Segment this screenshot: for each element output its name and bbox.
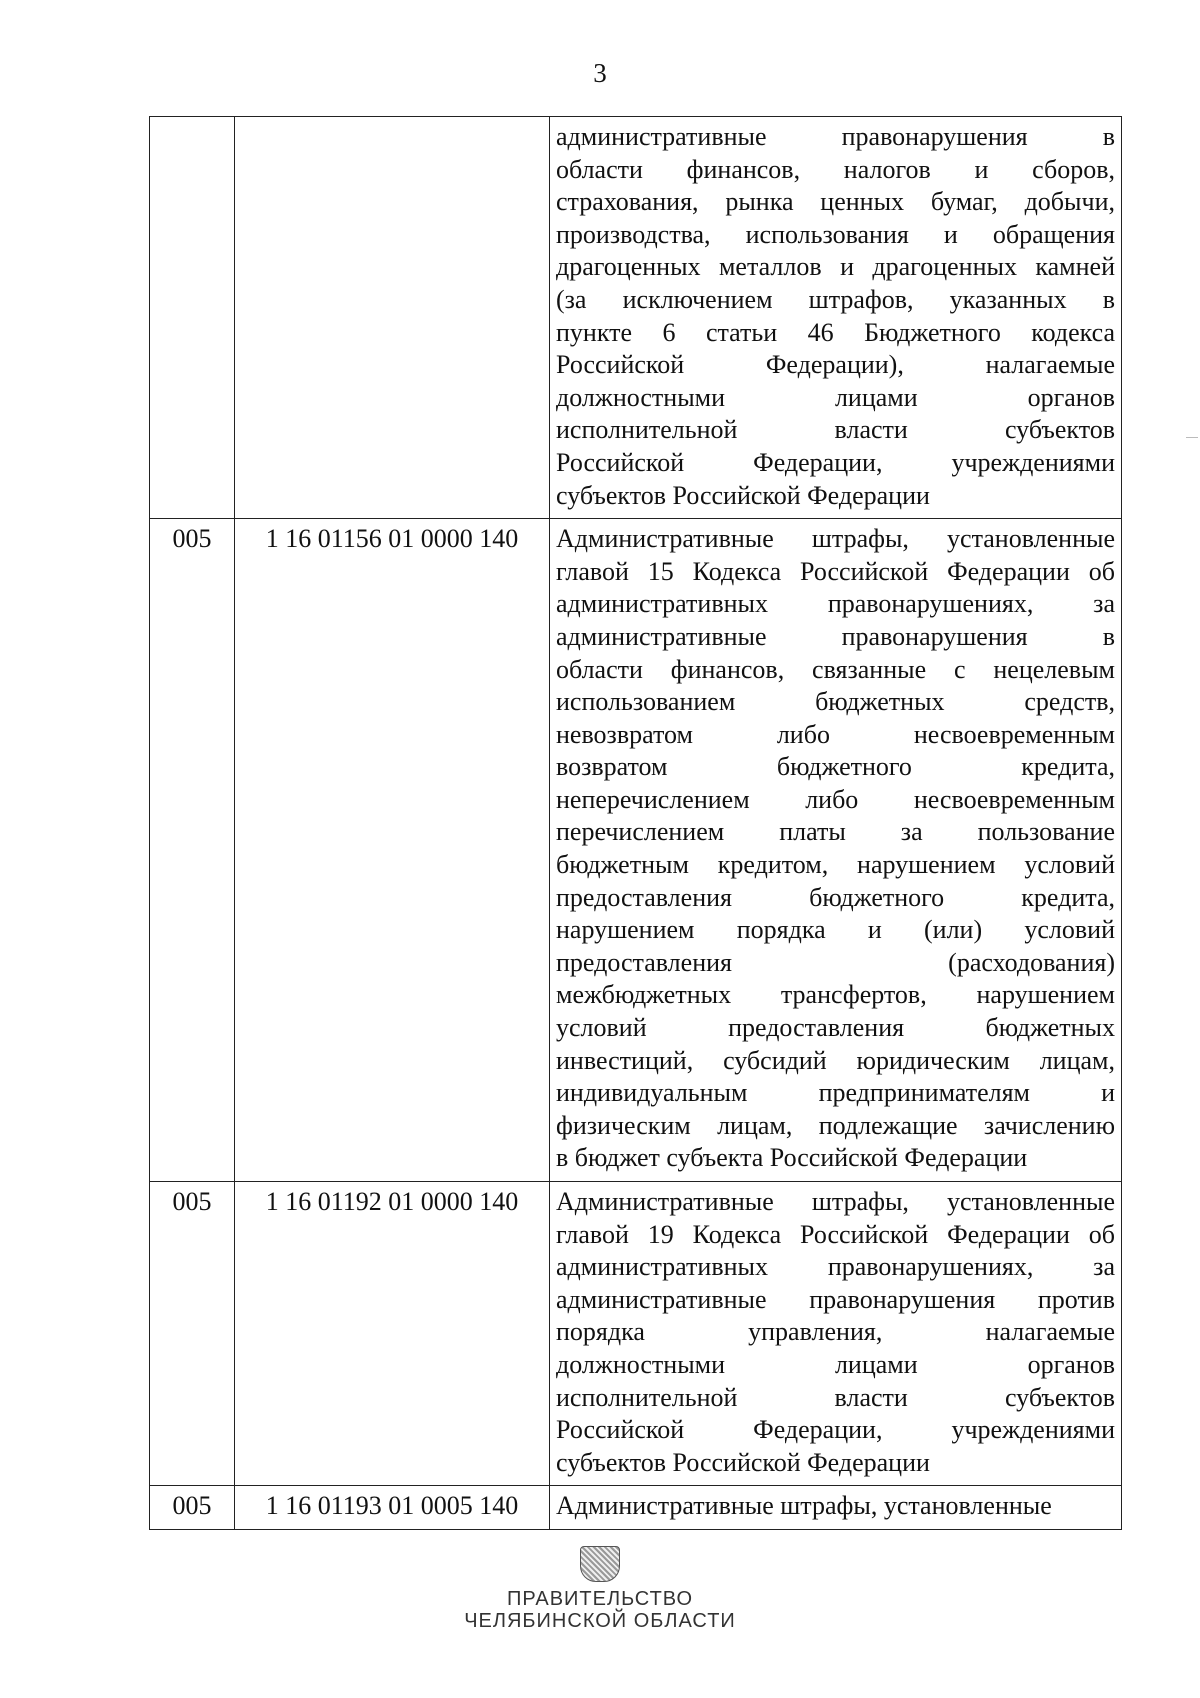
margin-mark — [1186, 437, 1198, 438]
coat-of-arms-icon — [580, 1546, 620, 1582]
description-line: межбюджетных трансфертов, нарушением — [556, 980, 1115, 1010]
table-row — [150, 1182, 1122, 1486]
description-line: драгоценных металлов и драгоценных камней — [556, 252, 1115, 282]
description-line: страхования, рынка ценных бумаг, добычи, — [556, 187, 1115, 217]
description-line: в бюджет субъекта Российской Федерации — [556, 1143, 1028, 1173]
description-cell — [550, 1182, 1122, 1486]
table-row — [150, 117, 1122, 519]
table-row — [150, 1486, 1122, 1530]
description-line: административных правонарушениях, за — [556, 1252, 1115, 1282]
description-line: административные правонарушения в — [556, 122, 1115, 151]
description-line: порядка управления, налагаемые — [556, 1317, 1115, 1347]
page-number: 3 — [593, 58, 607, 88]
description-line: Российской Федерации), налагаемые — [556, 350, 1115, 380]
description-line: Российской Федерации, учреждениями — [556, 1415, 1115, 1445]
description-line: главой 19 Кодекса Российской Федерации об — [556, 1219, 1115, 1249]
revenue-code-cell: 1 16 01192 01 0000 140 — [235, 1182, 550, 1486]
description-line: области финансов, связанные с нецелевым — [556, 654, 1115, 684]
description-line: нарушением порядка и (или) условий — [556, 915, 1115, 945]
description-line: области финансов, налогов и сборов, — [556, 154, 1115, 184]
table-row — [150, 519, 1122, 1182]
stamp-line-2: ЧЕЛЯБИНСКОЙ ОБЛАСТИ — [464, 1610, 736, 1632]
revenue-code-cell: 1 16 01156 01 0000 140 — [235, 519, 550, 1182]
description-line: исполнительной власти субъектов — [556, 415, 1115, 445]
admin-code-cell: 005 — [150, 1486, 235, 1530]
description-line: пункте 6 статьи 46 Бюджетного кодекса — [556, 317, 1115, 347]
stamp-line-1: ПРАВИТЕЛЬСТВО — [506, 1588, 694, 1610]
description-line: административных правонарушениях, за — [556, 589, 1115, 619]
description-line: субъектов Российской Федерации — [556, 1447, 930, 1477]
description-cell — [550, 117, 1122, 519]
description-line: Административные штрафы, установленные — [556, 1187, 1115, 1216]
government-stamp — [0, 1546, 1200, 1632]
description-line: бюджетным кредитом, нарушением условий — [556, 850, 1115, 880]
revenue-codes-table — [149, 116, 1122, 1530]
admin-code-cell: 005 — [150, 1182, 235, 1486]
description-line: должностными лицами органов — [556, 382, 1115, 412]
description-line: инвестиций, субсидий юридическим лицам, — [556, 1045, 1115, 1075]
description-line: использованием бюджетных средств, — [556, 687, 1115, 717]
description-line: неперечислением либо несвоевременным — [556, 784, 1115, 814]
revenue-code-cell: 1 16 01193 01 0005 140 — [235, 1486, 550, 1530]
admin-code-cell: 005 — [150, 519, 235, 1182]
description-line: субъектов Российской Федерации — [556, 480, 930, 510]
description-line: физическим лицам, подлежащие зачислению — [556, 1110, 1115, 1140]
description-line: должностными лицами органов — [556, 1349, 1115, 1379]
description-line: предоставления бюджетного кредита, — [556, 882, 1115, 912]
description-line: возвратом бюджетного кредита, — [556, 752, 1115, 782]
description-line: невозвратом либо несвоевременным — [556, 719, 1115, 749]
admin-code-cell — [150, 117, 235, 519]
description-line: административные правонарушения в — [556, 621, 1115, 651]
description-line: предоставления (расходования) — [556, 947, 1115, 977]
description-line: исполнительной власти субъектов — [556, 1382, 1115, 1412]
description-cell — [550, 1486, 1122, 1530]
revenue-code-cell — [235, 117, 550, 519]
description-line: (за исключением штрафов, указанных в — [556, 284, 1115, 314]
description-line: главой 15 Кодекса Российской Федерации об — [556, 556, 1115, 586]
description-cell — [550, 519, 1122, 1182]
description-line: административные правонарушения против — [556, 1284, 1115, 1314]
description-line: индивидуальным предпринимателям и — [556, 1078, 1115, 1108]
description-line: Административные штрафы, установленные — [556, 524, 1115, 554]
description-line: условий предоставления бюджетных — [556, 1013, 1115, 1043]
description-line: перечислением платы за пользование — [556, 817, 1115, 847]
description-line: Административные штрафы, установленные — [556, 1491, 1052, 1521]
description-line: Российской Федерации, учреждениями — [556, 447, 1115, 477]
description-line: производства, использования и обращения — [556, 219, 1115, 249]
